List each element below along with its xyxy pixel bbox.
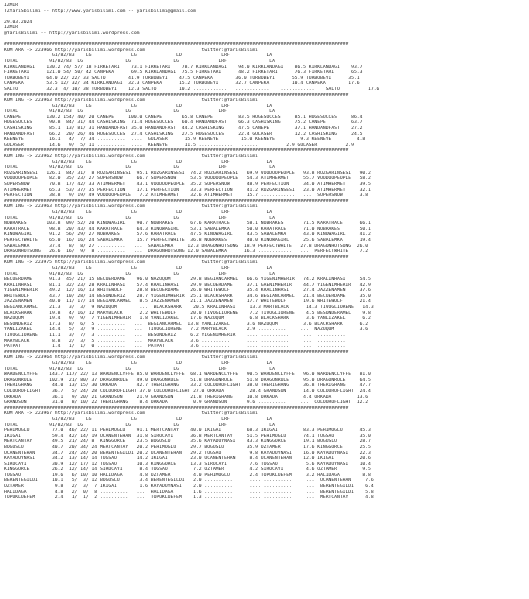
report-line: TURBOBEYI 64.0 22/ 22/ 33 SALTO 41.9 TURBOBEYI 47.5 CANPEKA 36.0 TURBOBEYI 55.9 TURBOBEYI 35.1	[4, 75, 360, 81]
report-line: YANLIZAKEL 14.4 5/ 3/ 9 .......... ... TIVOGLIORENE 7.2 MARYBLACK 2.9 .......... ... NAZUQUM 3.6	[4, 327, 369, 333]
report-line: TOTAL 91/82/83 LG LG LG LRF LA	[4, 109, 275, 115]
report-line: TOTAL 91/82/83 LG LG LG LRF LA	[4, 271, 275, 277]
report-line: HANDANDFAST 66.2 20/ 26/ 46 HUGESUCCES 27.4 CASHISKING 27.5 HUGESUCCES 22.4 GULASER 12.2 CASHISKING 24.5	[4, 131, 363, 137]
report-line: KUM ING -> 223962 http://yarisbilimi.wordpress.com twitter:@YarisBilimi	[4, 154, 258, 160]
report-line: NOBRAKES 103.8 09/ 52/ 20 KINOWAGIRL 90.7 NOBRAKES 67.6 KARATRACE 58.1 NOBRAKES 71.5 KARATRACE 66.1	[4, 221, 371, 227]
report-line: BEGIANCARMEL 21.3 3/ 3/ 9 NAZUQUM ... BLACKSHARK 20.5 KRALINHASI 13.3 MARTBLACK 14.3 TIVOGLIORENE 14.3	[4, 305, 374, 311]
report-line: SABALEMKA 37.4 8/ 8/ 27 .......... ... SABALEMKA 12.3 DRAGONHOTSONG 18.9 PERFECTWHITE 27.8 DRAGONHOTSONG 26.0	[4, 243, 369, 249]
report-line: ##########################################################################################################################	[4, 198, 349, 204]
report-line: G1/82/83 LG LG LD LRF LA	[4, 361, 273, 366]
report-line: G1/82/83 LG LG LD LRF LA	[4, 416, 273, 422]
report-line: PERFECTWHITE 65.0 16/ 16/ 24 SABALEMKA 15.7 PERFECTWHITE 36.8 NOBRAKES 40.0 KINOWAGIRL 25.6 SABALEMKA 19.4	[4, 237, 371, 243]
report-line: IKIGAI 59.4 42/ 14/ 19 UCANENTEHAN 31.8 SIROCAYI 36.8 MERTCANTAY 51.5 PEHIMOGLU 74.1 TUGSAO 35.0	[4, 433, 371, 439]
report-line: ##########################################################################################################################	[4, 148, 349, 154]
report-line: SIROCAYI 30.9 12/ 17/ 12 TUGSAO 10.3 KINGGORCE 13.3 SIROCAYI 7.6 TUGSAO 5.6 KAYADUYNASI 10.4	[4, 461, 371, 467]
report-line: G1/82/83 LG LG LD LRF LA	[4, 209, 273, 215]
report-line: KUM ING -> 223964 http://yarisbilimi.wordpress.com twitter:@YarisBilimi	[4, 355, 258, 361]
report-line: YIGENIMHERIR 49.2 12/ 16/ 13 WHITEWOLF 28.8 BECUERDAME 26.0 WHITEWOLF 35.4 KRALINHASI 27.4 JAZZENAMEN 37.6	[4, 288, 371, 294]
report-line: GRANDSUN 31.0 8/ 10/ 22 THERIGHANG 8.4 ORKADA 0.9 GRANDSUN 9.6 .......... ... COLOUROFLIGHT 12.2	[4, 400, 369, 406]
report-line: TZYariSbilimi -- http://www.yarisbilimi.com -- yarisbilimi@gmail.com	[4, 8, 196, 14]
report-line: TUGSAO 19.6 6/ 10/ 10 HALIDAGA 4.8 OZTAMER 4.0 PEHIMOGLU 2.4 TOPUKLUEFEM 3.2 HALIDAGA 8.8	[4, 472, 371, 478]
report-line: TOTAL 91/82/83 LG LG LG LRF LA	[4, 422, 275, 428]
report-line: KUM ARA -> 223967 http://yarisbilimi.wordpress.com twitter:@YarisBilimi	[4, 411, 258, 417]
report-line: OZTAMER 9.8 2/ 3/ 7 IKIGAI 1.6 KAYADUYNASI 2.0 .......... .... .......... ... BERENTEGILDI 6.4	[4, 484, 374, 490]
report-line: IZMIR	[4, 25, 19, 31]
report-line: BOGUSLU 40.7 20/ 34/ 24 MERTCANTAY 20.2 PEHIMOGLU 29.7 BOGUSLU 35.9 OZTAMER 17.6 KINGGORCE 25.5	[4, 444, 371, 450]
report-line: CANPEKA 53.5 12/ 32/ 34 KIRKLANDAGI 32.3 CANPEKA 15.2 TURBOBEYI 32.7 CANPEKA 10.4 CANPEKA 17.6	[4, 81, 360, 87]
report-line: GULASER 14.6 9/ 5/ 11 .......... .... KEENEYE 11.5 ............ ...... 2.9 GULASER 2.9	[4, 142, 354, 148]
report-line: KARATRACE 98.8 20/ 43/ 44 KARATRACE 64.3 KINOWAGIRL 53.1 SABALEMKA 50.0 KARATRACE 71.0 NOBRAKES 50.1	[4, 226, 371, 232]
report-line: TOTAL 91/82/83 LG LG LG LRF LA	[4, 215, 275, 221]
report-line: DRAGONHOTSONG 26.6 16/ 9/ 8 .......... ... DRAGONHOTSONG 12.0 SABALEMKA 16.3 ............ ... PERFECTWHITE 7.2	[4, 249, 369, 255]
report-line: PATPAT 1.4 1/ 1/ 0 .......... ... PATPAT 3.6 .......... .... .......... ... ..........	[4, 344, 346, 350]
report-line: HALIDAGA 4.8 2/ 0/ 8 .......... ... HALIDAGA 1.6 .......... .... .......... ... BERENTEGILDI 5.8	[4, 489, 374, 495]
report-line: BLACKSHARK 19.8 4/ 16/ 12 MARYBLACK 2.2 WHITEWOLF 20.0 TIVOGLIORENE 7.2 TIVOGLIORENE 4.5 BESONDERAMEL 9.8	[4, 310, 371, 316]
report-line: IZMIR	[4, 3, 19, 8]
report-line: MARYBLACK 8.8 2/ 3/ 5 .......... ... MARYBLACK 3.6 .......... .... .......... ... ..........	[4, 338, 346, 344]
report-line: ##########################################################################################################################	[4, 405, 349, 411]
report-line: @YarisBilimi -- http://yarisbilimi.wordpress.com	[4, 30, 140, 36]
report-line: G1/82/83 LG LG LD LRF LA	[4, 53, 273, 59]
report-line: KUM ING -> 223975 http://yarisbilimi.wordpress.com twitter:@YarisBilimi	[4, 260, 258, 266]
report-line: VOODOOPEOPLE 82.0 35/ 23/ 27 SUPERSNOW 66.7 SUPERSNOW 53.5 VOODOOPEOPLE 54.3 ATIMHERMET 55.7 VOODOOPEOPLE 58.2	[4, 176, 371, 182]
report-line: SUPERSNOW 70.8 17/ 42/ 33 ATIMHERMET 43.1 VOODOOPEOPLE 35.2 SUPERSNOW 48.9 PERFECTION 34.0 ATIMHERMET 39.5	[4, 182, 371, 187]
report-line: KINGGORCE 26.2 12/ 14/ 14 SIROCAYI 8.4 TUGSAO 7.2 OZTAMER 4.2 SIROCAYI 4.6 OZTAMER 9.5	[4, 467, 371, 473]
report-line: PEHIMOGLU 77.0 46/ 22/ 11 PEHIMOGLU 91.1 MERTCANTAY 40.0 IKIGAI 68.3 IKIGAI 83.3 PEHIMOGLU 45.3	[4, 428, 371, 434]
report-line: KINOWAGIRL 91.2 56/ 29/ 27 NOBRAKES 57.6 KARATRACE 47.5 KINOWAGIRL 43.5 SABALEMKA 43.0 KINOWAGIRL 41.2	[4, 232, 371, 238]
report-line: KEENEYE 16.1 4/ 7/ 34 .......... .... GULASER 15.9 KEENEYE 15.0 KEENEYE 9.3 KEENEYE 4.8	[4, 137, 366, 143]
report-line: 29.03.2024	[4, 19, 33, 25]
report-line: ATIMHERMET 65.3 53/ 37/ 35 PERFECTION 17.1 PERFECTION 33.3 PERFECTION 41.2 RUZGARINSESI 23.0 ATIMHERMET 32.1	[4, 187, 371, 193]
report-line: CANEPE 130.2 154/ 40/ 20 CANEPE 100.0 CANEPE 65.8 CANEPE 83.5 HUGESUCCES 85.1 HUGESUCCES 86.4	[4, 114, 363, 120]
report-line: WHITEWOLF 43.7 10/ 28/ 14 BESONDERIZ 28.7 YIGENIMHERIR 25.1 BLACKSHARK 34.6 BEGIANCARMEL 21.4 BECUERDAME 35.0	[4, 293, 371, 299]
report-line: KUM ING -> 223963 http://yarisbilimi.wordpress.com twitter:@YarisBilimi	[4, 204, 258, 210]
report-line: RUZGARINSESI 126.1 84/ 31/ 8 RUZGARINSESI 95.1 RUZGARINSESI 74.2 RUZGARINSESI 69.9 VOODOOPEOPLE 93.8 RUZGARINSESI 90.2	[4, 170, 371, 176]
report-line: TIVOGLIORENE 11.1 3/ 7/ 3 .......... ... BESONDERIZ 6.2 YIGENIMHERIR .... .......... ... ..........	[4, 333, 346, 339]
report-line: SALTO 32.3 4/ 10/ 38 TURBOBEYI 12.3 SALTO 10.2 ............ ............ ............ SALTO 17.6	[4, 86, 380, 92]
report-line: FIRKETARI 121.0 54/ 50/ 42 CANPEKA 69.5 KIRKLANDAGI 75.5 FIRKETARI 48.2 FIRKETARI 76.3 FIRKETARI 65.3	[4, 70, 363, 76]
report-line: UCANENTEHAN 34.7 24/ 24/ 20 BERENTEGILDI 20.2 UCANENTEHAN 29.2 TUGSAO 9.8 KAYADUYNASI 16.0 KAYADUYNASI 22.3	[4, 450, 371, 456]
report-line: KUM ARA -> 223966 http://yarisbilimi.wordpress.com twitter:@YarisBilimi	[4, 47, 258, 53]
report-line: KIRKLANDAGI 130.2 74/ 57/ 18 FIRKETARI 73.1 FIRKETARI 78.7 KIRKLANDAGI 94.0 KIRKLANDAGI 86.5 KIRKLANDAGI 93.7	[4, 64, 363, 70]
report-line: G1/82/83 LG LG LD LRF LA	[4, 265, 273, 271]
report-line: TOTAL 91/82/83 LG LG LG LRF LA	[4, 165, 275, 171]
report-line: MERTCANTAY 49.5 21/ 24/ 8 KINGGORCE 23.5 BOGUSLU 35.6 KAYADUYNASI 43.3 KINGGORCE 19.1 BOGUSLU 28.7	[4, 439, 371, 445]
report-line: CASHISKING 85.1 13/ 81/ 31 HANDANDFAST 35.0 HANDANDFAST 44.2 CASHISKING 47.5 CANEPE 37.1 HANDANDFAST 27.2	[4, 126, 363, 132]
report-line: TOTAL 91/82/83 LG LG LG LRF LA	[4, 58, 275, 64]
report-line: KAYADUYNASI 34.2 13/ 14/ 14 TUGSAO 14.2 IKIGAI 23.0 UCANENTEHAN 8.4 UCANENTEHAN 12.0 IKIGAI 20.6	[4, 456, 371, 462]
report-line: COLOUROFLIGHT 36.7 5/ 24/ 28 COLOUROFLIGHT 37.0 COLOUROFLIGHT 27.0 ORKADA 28.4 GRANDSUN 14.0 COLOUROFLIGHT 24.4	[4, 388, 371, 394]
report-line: HUGESUCCES 90.8 84/ 31/ 44 CASHISKING 71.4 HUGESUCCES 60.4 HANDANDFAST 66.3 CASHISKING 75.2 CANEPE 63.7	[4, 120, 363, 126]
report-line: BESONDERIZ 17.3 8/ 6/ 5 .......... ... BEGIANCARMEL 13.8 YANLIZAKEL 3.6 NAZUQUM 3.6 BLACKSHARK 6.2	[4, 321, 369, 327]
report-line: G1/82/83 LG LG LD LRF LA	[4, 103, 273, 109]
report-line: TOPUKLUEFEM 2.4 1/ 1/ 2 .......... ... TOPUKLUEFEM 1.3 .......... .... .......... ... MERTCANTAY 4.8	[4, 495, 374, 501]
report-line: DRAGONRULE 102.9 21/ 80/ 37 DRAGONRULE 49.0 DRAGONRULE 51.8 DRAGONRULE 51.8 DRAGONRULE 95.0 DRAGONRULE 64.5	[4, 377, 371, 383]
report-line: TOTAL 91/82/83 LG LG LG LRF LA	[4, 366, 275, 372]
report-line: KRALINHASI 81.1 32/ 23/ 28 KRALINHASI 57.4 KRALINHASI 29.9 BECUERDAME 37.1 GAENIMHERIR 44.7 YIGENIMHERIR 42.9	[4, 282, 371, 288]
report-line: JAZZENAMEN 40.0 11/ 17/ 14 BEGIANCARMEL 8.5 JAZZENAMEN 21.1 JAZZENAMEN 17.7 WHITEWOLF 19.6 WHITEWOLF 21.4	[4, 299, 371, 305]
report-line: ORKADA 36.1 9/ 20/ 21 GRANDSUN 21.9 GRANDSUN 21.8 THERIGHANG 10.8 ORKADA 4.4 ORKADA 13.6	[4, 394, 369, 400]
report-line: ##########################################################################################################################	[4, 42, 349, 48]
report-line: BERENTEGILDI 10.1 5/ 3/ 12 BOGUSLU 3.4 BERENTEGILDI 2.0 .......... .... .......... ... UCANENTEHAN 7.6	[4, 478, 374, 484]
report-line: THERIGHANG 44.0 13/ 15/ 30 ORKADA 42.7 THERIGHANG 33.2 COLOUROFLIGHT 38.0 THERIGHANG 36.8 THERIGHANG 47.7	[4, 383, 371, 389]
report-line: KUM ING -> 223963 http://yarisbilimi.wordpress.com twitter:@YarisBilimi	[4, 98, 258, 104]
report-line: WARDENCLYFFE 143.7 117/ 22/ 13 WARDENCLYFFE 85.0 WARDENCLYFFE 68.1 WARDENCLYFFE 90.5 WARDENCLYFFE 96.0 WARDENCLYFFE 81.0	[4, 372, 371, 378]
report-line: G1/82/83 LG LG LD LRF LA	[4, 159, 273, 165]
report-line: BECUERDAME 91.3 45/ 21/ 15 BECUERDAME 96.0 NAZUQUM 29.8 BEGIANCARMEL 66.6 YIGENIMHERIR 74.2 KRALINHASI 54.5	[4, 277, 371, 283]
report-line: ##########################################################################################################################	[4, 254, 349, 260]
report-line: NAZUQUM 19.4 9/ 9/ 7 YIGENIMHERIR 1.8 YANLIZAKEL 17.6 NAZUQUM 6.8 BLACKSHARK 3.6 YANLIZAKEL 6.2	[4, 316, 371, 322]
report-line: PERFECTION 38.8 9/ 19/ 49 VOODOOPEOPLE 7.2 ATIMHERMET 32.6 ATIMHERMET 15.7 ............ ... SUPERSNOW 3.8	[4, 193, 369, 199]
report-line: ##########################################################################################################################	[4, 92, 349, 98]
report-line: ##########################################################################################################################	[4, 349, 349, 355]
